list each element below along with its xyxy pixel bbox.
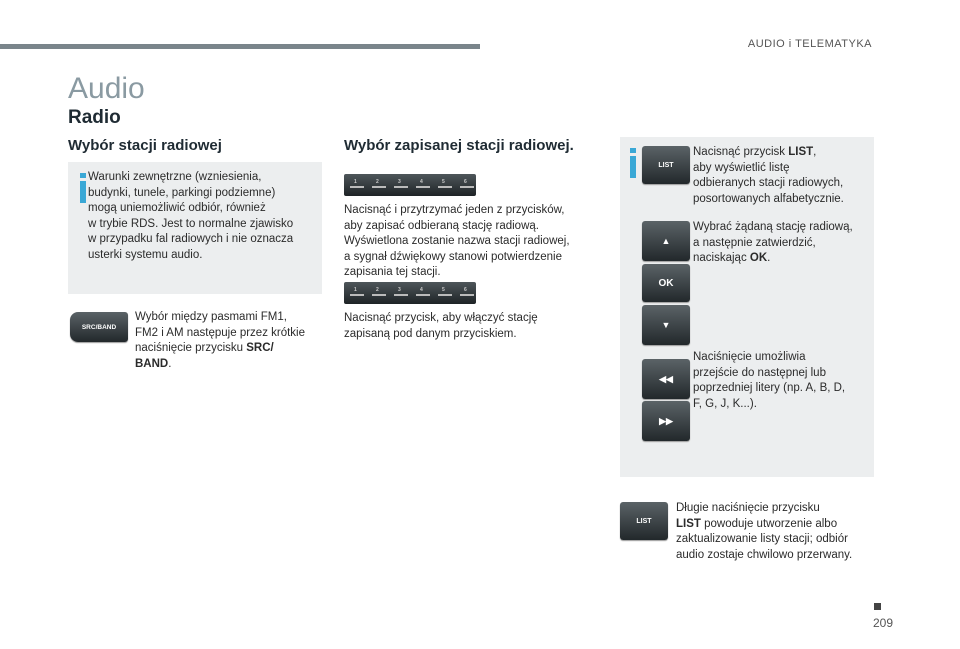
list-text: Nacisnąć przycisk LIST, aby wyświetlić listę odbieranych stacji radiowych, posortowanych alfabetycznie. — [693, 146, 844, 205]
ok-button[interactable]: OK — [642, 264, 690, 302]
section-label: AUDIO i TELEMATYKA — [747, 38, 872, 50]
list-button[interactable]: LIST — [642, 146, 690, 184]
select-text: Wybrać żądaną stację radiową, a następnie zatwierdzić, naciskając OK. — [693, 221, 853, 265]
preset-number: 3 — [398, 287, 401, 293]
fast-forward-icon[interactable]: ▶▶ — [642, 401, 690, 441]
preset-number: 6 — [464, 179, 467, 185]
down-arrow-button[interactable]: ▼ — [642, 305, 690, 345]
preset-number: 4 — [420, 179, 423, 185]
list-long-press-text: Długie naciśnięcie przycisku LIST powoduje utworzenie albo zaktualizowanie listy stacji; odbiór audio zostaje chwilowo przerwany. — [676, 502, 853, 561]
src-band-button[interactable]: SRC/BAND — [70, 312, 128, 342]
preset-number: 3 — [398, 179, 401, 185]
preset-recall-text: Nacisnąć przycisk, aby włączyć stację zapisaną pod danym przyciskiem. — [344, 312, 538, 340]
info-icon — [630, 148, 636, 178]
list-info-panel — [620, 137, 874, 477]
src-band-text: Wybór między pasmami FM1, FM2 i AM następuje przez krótkie naciśnięcie przycisku SRC/ BAND. — [135, 311, 306, 370]
preset-number: 1 — [354, 287, 357, 293]
preset-number: 4 — [420, 287, 423, 293]
preset-number: 1 — [354, 179, 357, 185]
preset-buttons-strip-2[interactable] — [344, 282, 476, 304]
rewind-icon[interactable]: ◀◀ — [642, 359, 690, 399]
page-number: 209 — [873, 616, 894, 630]
page-marker — [874, 603, 881, 610]
heading-station-select: Wybór stacji radiowej — [68, 137, 222, 154]
preset-number: 5 — [442, 179, 445, 185]
info-box — [68, 162, 322, 294]
info-text: Warunki zewnętrzne (wzniesienia, budynki, tunele, parkingi podziemne) mogą uniemożliwić odbiór, również w trybie RDS. Jest to normalne zjawisko w przypadku fal radiowych i nie oznacza usterki systemu audio. — [88, 171, 294, 261]
info-icon — [80, 173, 86, 203]
letter-jump-text: Naciśnięcie umożliwia przejście do następnej lub poprzedniej litery (np. A, B, D, F, G, J, K...). — [693, 351, 846, 410]
preset-buttons-strip[interactable] — [344, 174, 476, 196]
preset-store-text: Nacisnąć i przytrzymać jeden z przycisków, aby zapisać odbieraną stację radiową. Wyświetlona zostanie nazwa stacji radiowej, a sygnał dźwiękowy stanowi potwierdzenie zapisania tej stacji. — [344, 204, 570, 279]
up-arrow-button[interactable]: ▲ — [642, 221, 690, 261]
page-subtitle: Radio — [68, 107, 121, 128]
preset-number: 6 — [464, 287, 467, 293]
heading-preset-select: Wybór zapisanej stacji radiowej. — [344, 137, 574, 154]
preset-number: 2 — [376, 179, 379, 185]
preset-number: 2 — [376, 287, 379, 293]
header-bar — [0, 44, 480, 49]
page-title: Audio — [68, 72, 145, 105]
preset-number: 5 — [442, 287, 445, 293]
list-button-long[interactable]: LIST — [620, 502, 668, 540]
